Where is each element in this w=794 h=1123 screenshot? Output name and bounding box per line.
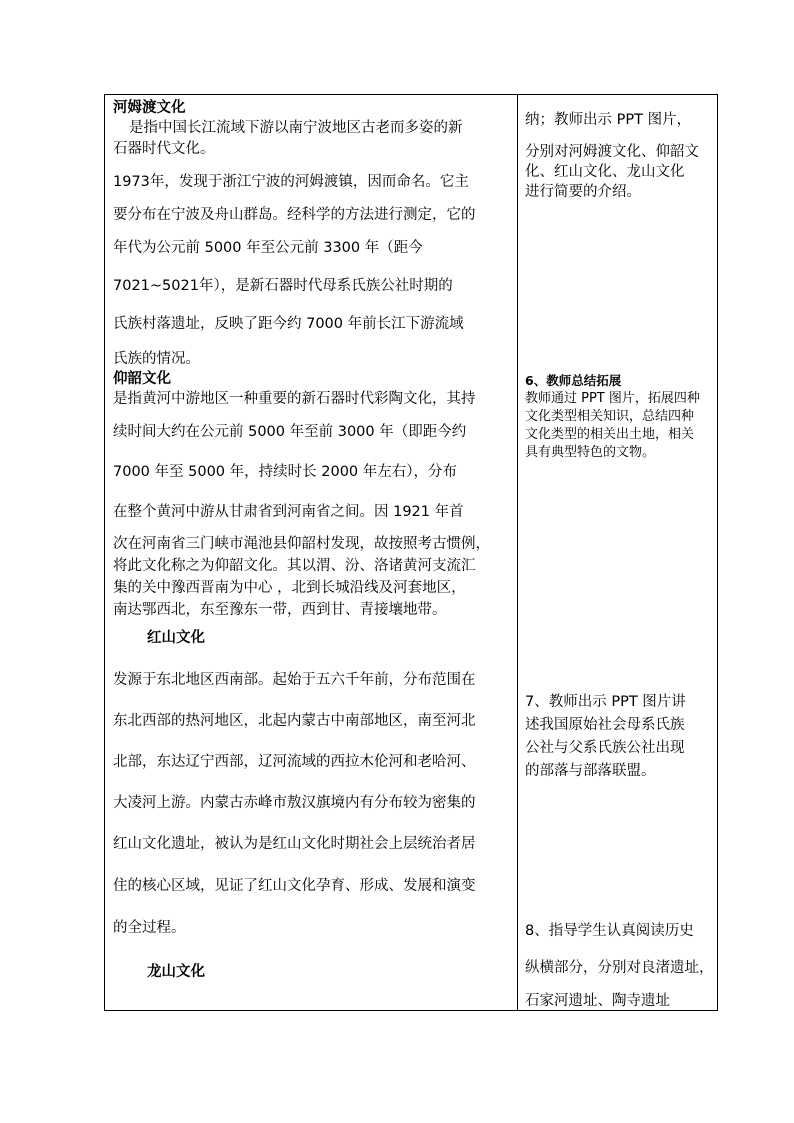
step8-line: 石家河遗址、陶寺遗址	[525, 993, 670, 1009]
intro-line: 进行简要的介绍。	[525, 184, 641, 200]
hemudu-line: 氏族的情况。	[113, 351, 200, 367]
step7-line: 的部落与部落联盟。	[525, 763, 656, 779]
hemudu-line: 氏族村落遗址，反映了距今约 7000 年前长江下游流域	[113, 316, 464, 332]
yangshao-line: 南达鄂西北，东至豫东一带，西到甘、青接壤地带。	[113, 602, 447, 618]
step6-line: 文化类型相关知识，总结四种	[525, 409, 695, 424]
hemudu-title: 河姆渡文化	[113, 100, 186, 116]
yangshao-title: 仰韶文化	[113, 371, 171, 387]
step8-line: 8、指导学生认真阅读历史	[525, 923, 694, 939]
intro-line: 化、红山文化、龙山文化	[525, 164, 685, 180]
hemudu-line: 是指中国长江流域下游以南宁波地区古老而多姿的新	[129, 120, 463, 136]
hongshan-line: 大凌河上游。内蒙古赤峰市敖汉旗境内有分布较为密集的	[113, 795, 476, 811]
yangshao-line: 集的关中豫西晋南为中心 ，北到长城沿线及河套地区，	[113, 580, 466, 596]
hemudu-line: 要分布在宁波及舟山群岛。经科学的方法进行测定，它的	[113, 207, 476, 223]
hongshan-line: 东北西部的热河地区，北起内蒙古中南部地区，南至河北	[113, 713, 476, 729]
lesson-table	[104, 94, 718, 1011]
hongshan-line: 北部，东达辽宁西部，辽河流域的西拉木伦河和老哈河、	[113, 754, 476, 770]
hongshan-line: 的全过程。	[113, 920, 186, 936]
step6-line: 教师通过 PPT 图片，拓展四种	[525, 391, 700, 406]
hongshan-title: 红山文化	[147, 630, 205, 646]
hongshan-line: 发源于东北地区西南部。起始于五六千年前，分布范围在	[113, 672, 476, 688]
step7-line: 述我国原始社会母系氏族	[525, 717, 685, 733]
step7-line: 7、教师出示 PPT 图片讲	[525, 694, 686, 710]
step7-line: 公社与父系氏族公社出现	[525, 740, 685, 756]
hemudu-line: 1973年，发现于浙江宁波的河姆渡镇，因而命名。它主	[113, 174, 469, 190]
hemudu-line: 石器时代文化。	[113, 141, 215, 157]
yangshao-line: 是指黄河中游地区一种重要的新石器时代彩陶文化，其持	[113, 391, 476, 407]
step6-line: 具有典型特色的文物。	[525, 445, 656, 460]
yangshao-line: 次在河南省三门峡市渑池县仰韶村发现，故按照考古惯例，	[113, 536, 490, 552]
step8-line: 纵横部分，分别对良渚遗址，	[525, 960, 714, 976]
yangshao-line: 在整个黄河中游从甘肃省到河南省之间。因 1921 年首	[113, 504, 464, 520]
hemudu-line: 7021~5021年），是新石器时代母系氏族公社时期的	[113, 278, 453, 294]
step6-title: 6、教师总结拓展	[525, 373, 622, 388]
hongshan-line: 红山文化遗址，被认为是红山文化时期社会上层统治者居	[113, 836, 476, 852]
yangshao-line: 将此文化称之为仰韶文化。其以渭、汾、洛诸黄河支流汇	[113, 558, 476, 574]
yangshao-line: 7000 年至 5000 年，持续时长 2000 年左右），分布	[113, 464, 457, 480]
intro-line: 分别对河姆渡文化、仰韶文	[525, 144, 699, 160]
column-divider	[517, 95, 518, 1010]
step6-line: 文化类型的相关出土地，相关	[525, 427, 695, 442]
longshan-title: 龙山文化	[147, 964, 205, 980]
yangshao-line: 续时间大约在公元前 5000 年至前 3000 年（即距今约	[113, 424, 467, 440]
intro-line: 纳；教师出示 PPT 图片，	[525, 112, 692, 128]
hongshan-line: 住的核心区域，见证了红山文化孕育、形成、发展和演变	[113, 878, 476, 894]
hemudu-line: 年代为公元前 5000 年至公元前 3300 年（距今	[113, 240, 423, 256]
